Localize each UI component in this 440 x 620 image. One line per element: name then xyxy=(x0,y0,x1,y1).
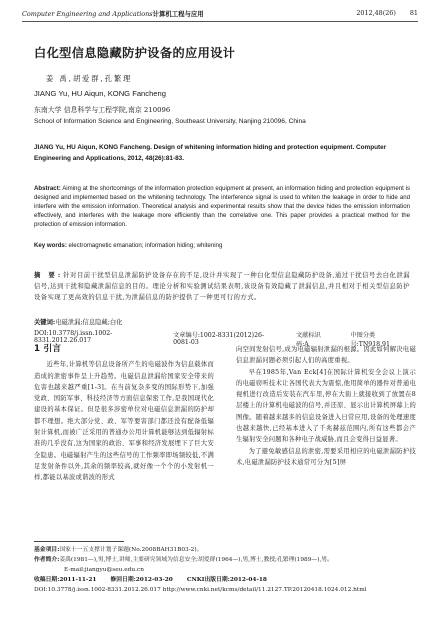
body-column-right xyxy=(236,344,416,468)
cnki-date: CNKI出版日期:2012-04-18 xyxy=(186,577,267,583)
document-code: 文献标识码:A xyxy=(296,332,321,348)
abstract-english xyxy=(34,184,410,229)
footnote-rule xyxy=(34,541,124,542)
paragraph: 近些年,计算机等信息设备所产生的电磁波作为信息载体而造成的泄密事件呈上升趋势。电磁信息泄漏给国家安全带来的危害也越来越严重[1-3]。在当前复杂多变的国际形势下,加强党政、国防军事、科技经济等方面信息保密工作,是我国现代化建设的基本保证。但是很多涉密单位对电磁信息泄漏的防护却都不理想。绝大部分党、政、军等要害部门都还没有配备低辐射计算机,而被广泛采用的普通办公用计算机能够达到低辐射标准的几乎没有,这为国家的政治、军事和经济发展埋下了巨大安全隐患。电磁辐射产生的这些信号的工作频率即场频较低,不满足发射条件以外,其余的频率较高,就好像一个个的小发射机一样,都能以基波或谐波的形式 xyxy=(34,361,214,482)
authors-english: JIANG Yu, HU Aiqun, KONG Fancheng xyxy=(34,89,166,98)
received-date: 收稿日期:2011-11-21 xyxy=(34,577,97,583)
paragraph: 为了避免敏感信息的泄密,需要采用相应的电磁泄漏防护技术,电磁泄漏防护技术通常可分为[5]屏 xyxy=(236,447,416,466)
affiliation-chinese: 东南大学 信息科学与工程学院,南京 210096 xyxy=(34,106,171,114)
citation: JIANG Yu, HU Aiqun, KONG Fancheng. Design of whitening information hiding and protection equipment. Computer Engineering and Applications, 2012, 48(26):81-83. xyxy=(34,144,387,162)
dates-line xyxy=(34,575,414,585)
page-number: 81 xyxy=(409,9,418,17)
classification-number: 中图分类号:TN918.91 xyxy=(350,332,390,348)
issue-info: 2012,48(26) xyxy=(356,9,396,17)
revised-date: 修回日期:2012-03-20 xyxy=(110,577,173,583)
paragraph: 早在1985年,Van Eck[4]在国际计算机安全会议上演示的电磁窃听技术让各国代表大为震惊,他用简单的器件对普通电视机进行改造后安装在汽车里,停在大街上就接收到了放置在8层楼上的计算机电磁波的信号,并还原、显示出计算机屏幕上的图像。随着越来越多的信息设备进入日常应用,设备的处理速度也越来越快,已经基本进入了千兆赫兹范围内,所有这些都会产生辐射安全问题和各种电子战威胁,而且会变得日益显著。 xyxy=(236,368,416,444)
fund-line: 基金项目:国家十一五支撑计划子课题(No.2008BAH31B03-2)。 xyxy=(34,547,203,553)
abstract-label: Abstract: xyxy=(34,185,61,192)
running-header xyxy=(22,6,418,20)
cnki-url: DOI:10.3778/j.issn.1002-8331.2012.26.017 http://www.cnki.net/kcms/detail/11.2127.TP.20120418.1024.012.html xyxy=(34,587,367,593)
paper-title: 白化型信息隐藏防护设备的应用设计 xyxy=(34,46,236,60)
email: E-mail:jiangyu@seu.edu.cn xyxy=(64,567,144,573)
authors-chinese: 姜 禹,胡爱群,孔繁理 xyxy=(46,74,133,83)
keywords-text: electromagnetic emanation; information hiding; whitening xyxy=(66,242,223,249)
bio-line: 作者简介:姜禹(1981—),男,博士,讲师,主要研究领域为信息安全;胡爱群(1964—),男,博士,教授;孔繁理(1989—),男。 xyxy=(34,557,333,563)
keywords-label: Key words: xyxy=(34,242,67,249)
doi: DOI:10.3778/j.issn.1002-8331.2012.26.017 xyxy=(34,330,113,344)
article-number: 文章编号:1002-8331(2012)26-0081-03 xyxy=(173,332,265,346)
abstract-chinese xyxy=(34,270,410,303)
section-heading: 1 引言 xyxy=(34,344,62,354)
keywords-english xyxy=(34,242,410,249)
affiliation-english: School of Information Science and Engineering, Southeast University, Nanjing 210096, China xyxy=(34,118,306,125)
header-rule xyxy=(22,21,418,22)
journal-name: Computer Engineering and Applications计算机工程与应用 xyxy=(22,9,204,18)
keywords-cn-label: 关键词: xyxy=(34,319,56,326)
abstract-cn-label: 摘 要: xyxy=(34,272,64,279)
paragraph: 向空间发射信号,成为电磁辐射泄漏的根源。因此如何解决电磁信息泄漏问题必须引起人们的高度重视。 xyxy=(236,346,416,365)
keywords-chinese xyxy=(34,317,122,326)
abstract-cn-text: 针对目前干扰型信息泄漏防护设备存在的不足,设计并实现了一种白化型信息隐藏防护设备,通过干扰信号去白化泄漏信号,达到干扰和隐藏泄漏信息的目的。理论分析和实验测试结果表明,该设备有效隐藏了泄漏信息,并且相对于相关型信息防护设备实现了更高效的信息干扰,为泄漏信息的防护提供了一种更可行的方式。 xyxy=(34,272,410,301)
body-column-left xyxy=(34,344,214,484)
abstract-text: Aiming at the shortcomings of the information protection equipment at present, an information hiding and protection equipment is designed and implemented based on the whitening technology. The interference signal is used to whiten the leakage in order to hide and interfere with the emission information. Theoretical analysis and experimental results show that the device hides the emission information effectively, and interferes with the leakage more efficiently than the correlative one. This paper provides a practical method for the protection of emission information. xyxy=(34,185,410,229)
footnotes xyxy=(34,545,414,595)
keywords-cn-text: 电磁泄漏;信息隐藏;白化 xyxy=(55,319,123,326)
